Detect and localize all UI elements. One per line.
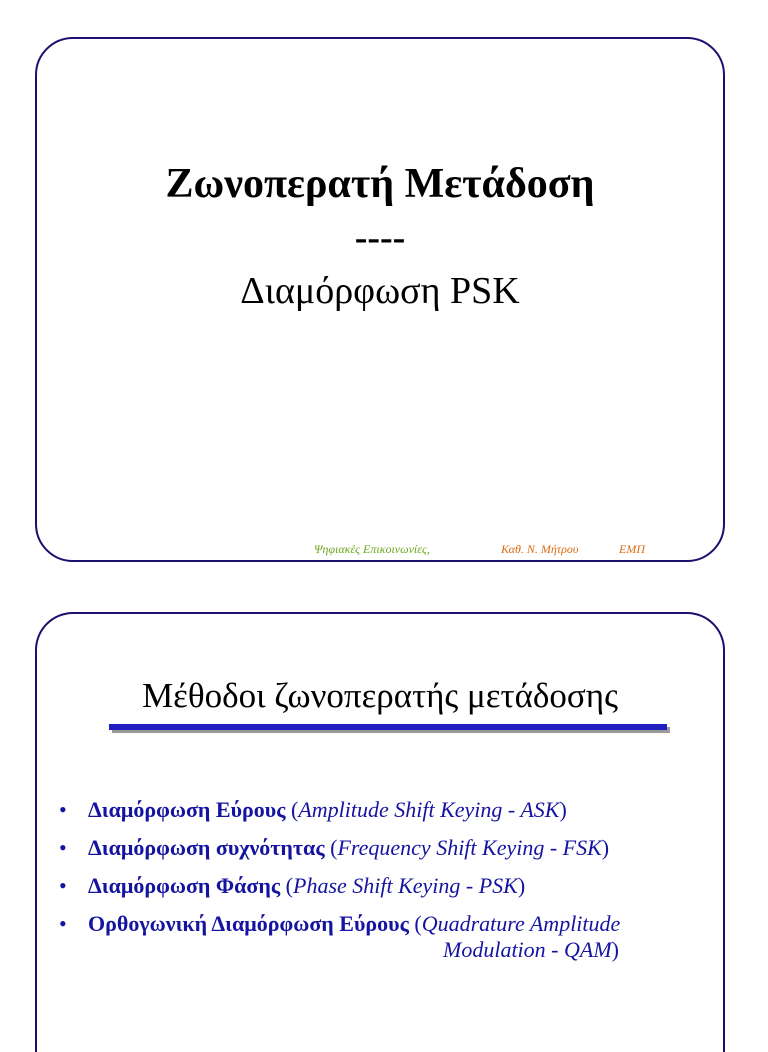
bullet-greek: Ορθογωνική Διαμόρφωση Εύρους [88,911,409,936]
slide-2 [35,612,725,1052]
list-item: • Ορθογωνική Διαμόρφωση Εύρους (Quadrature Amplitude Modulation - QAM) [59,911,621,962]
list-item: • Διαμόρφωση συχνότητας (Frequency Shift Keying - FSK) [59,835,610,860]
list-item: • Διαμόρφωση Φάσης (Phase Shift Keying - PSK) [59,873,526,898]
bullet-greek: Διαμόρφωση συχνότητας [88,835,325,860]
bullet-english: Phase Shift Keying - PSK [293,873,518,898]
footer-author: Καθ. Ν. Μήτρου [501,542,579,556]
bullet-list [59,797,719,975]
title-underline [109,724,667,730]
bullet-icon: • [59,797,67,822]
bullet-english-cont: Modulation - QAM [443,937,612,962]
bullet-greek: Διαμόρφωση Εύρους [88,797,286,822]
slide-1 [35,37,725,562]
title-separator: ---- [354,217,406,259]
bullet-icon: • [59,873,67,898]
bullet-english: Quadrature Amplitude [421,911,621,936]
bullet-english: Frequency Shift Keying - FSK [337,835,602,860]
slide-title: Ζωνοπερατή Μετάδοση [165,161,595,207]
slide-subtitle: Διαμόρφωση PSK [240,270,520,312]
bullet-icon: • [59,835,67,860]
footer-institution: ΕΜΠ [619,542,645,556]
bullet-english: Amplitude Shift Keying - ASK [298,797,560,822]
bullet-greek: Διαμόρφωση Φάσης [88,873,281,898]
section-title: Μέθοδοι ζωνοπερατής μετάδοσης [142,676,618,715]
bullet-icon: • [59,911,67,936]
list-item: • Διαμόρφωση Εύρους (Amplitude Shift Keying - ASK) [59,797,567,822]
footer-course: Ψηφιακές Επικοινωνίες, [314,542,430,556]
